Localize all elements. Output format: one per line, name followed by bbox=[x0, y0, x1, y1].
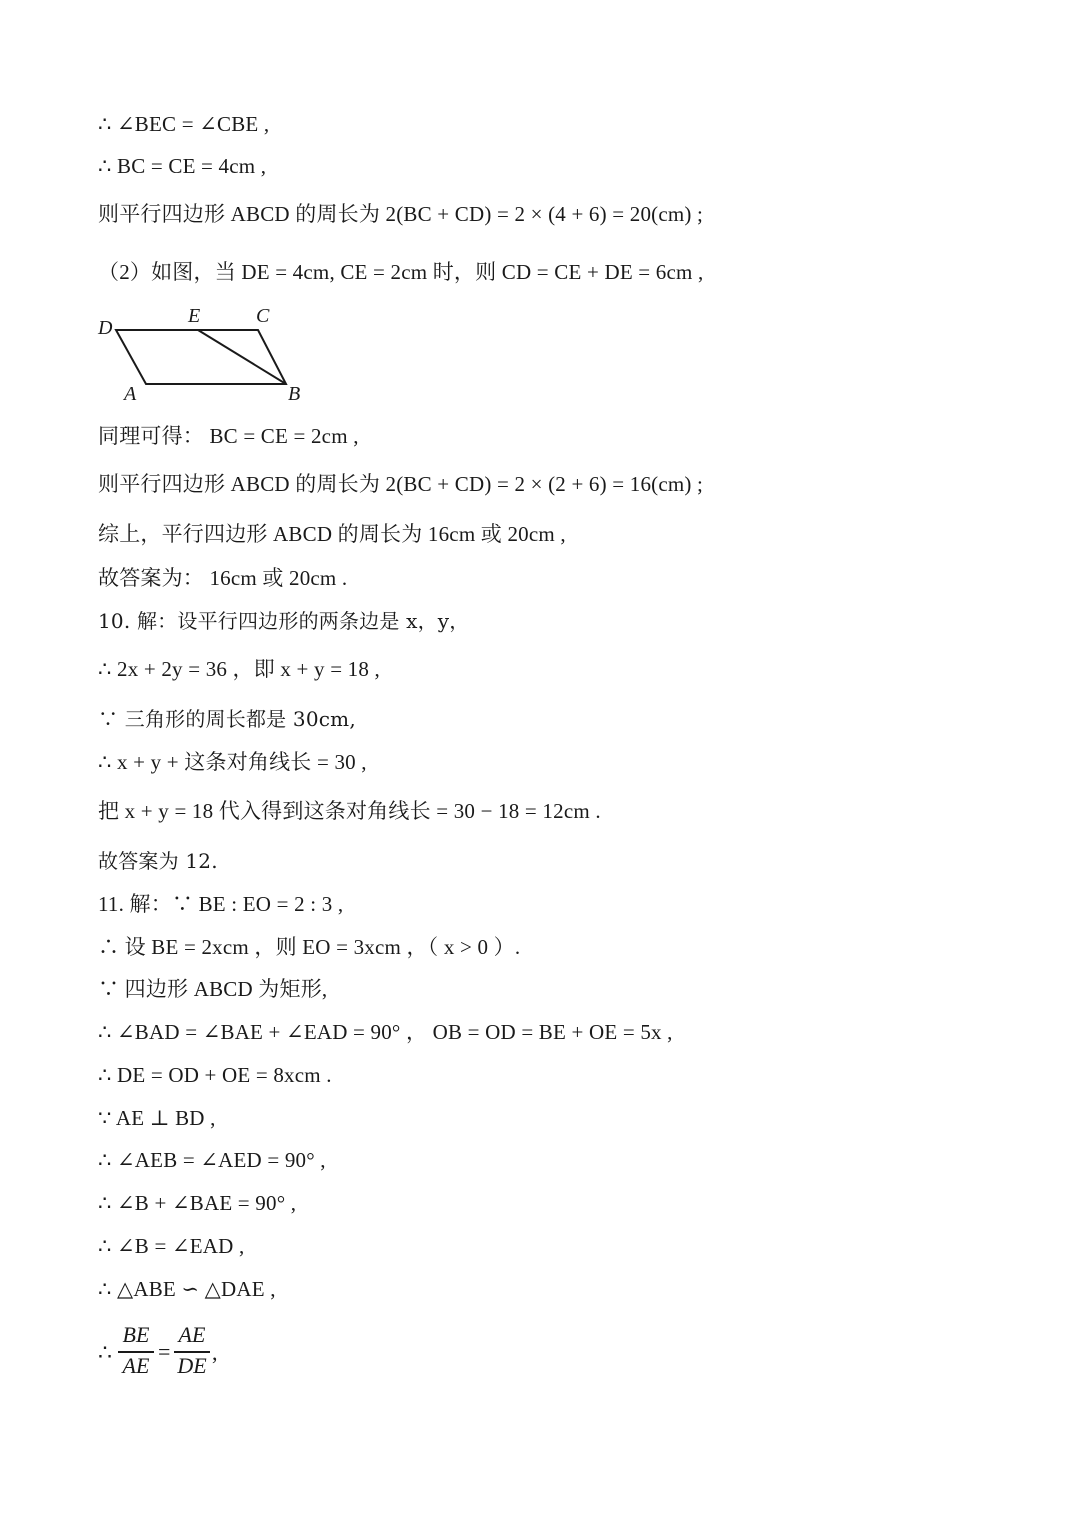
label-e: E bbox=[188, 305, 201, 327]
solution-line: ∵ 三角形的周长都是 30cm, bbox=[98, 707, 356, 731]
problem-11-heading: 11. 解：∵ BE : EO = 2 : 3 , bbox=[98, 892, 344, 916]
fraction-equation bbox=[98, 1322, 258, 1382]
fraction-left-denominator: AE bbox=[122, 1353, 150, 1378]
problem-10-heading: 10. 解：设平行四边形的两条边是 x，y， bbox=[98, 609, 470, 633]
parallelogram-figure bbox=[90, 300, 320, 410]
solution-line: （2）如图，当 DE = 4cm, CE = 2cm 时，则 CD = CE + DE = 6cm , bbox=[98, 260, 704, 284]
solution-line: ∴ 设 BE = 2xcm ，则 EO = 3xcm ，（ x > 0 ）. bbox=[98, 935, 521, 959]
therefore-symbol: ∴ bbox=[98, 1340, 112, 1365]
solution-line: ∴ DE = OD + OE = 8xcm . bbox=[98, 1063, 332, 1087]
label-c: C bbox=[256, 305, 270, 327]
solution-line: 综上，平行四边形 ABCD 的周长为 16cm 或 20cm , bbox=[98, 522, 566, 546]
solution-line: ∴ BC = CE = 4cm , bbox=[98, 154, 267, 178]
parallelogram-abcd bbox=[116, 330, 286, 384]
answer-line: 故答案为 12. bbox=[98, 849, 218, 873]
solution-line: ∵ 四边形 ABCD 为矩形, bbox=[98, 977, 328, 1001]
solution-line: 同理可得： BC = CE = 2cm , bbox=[98, 424, 359, 448]
trailing-comma: , bbox=[212, 1340, 218, 1365]
solution-line: ∴ x + y + 这条对角线长 = 30 , bbox=[98, 750, 367, 774]
solution-line: 把 x + y = 18 代入得到这条对角线长 = 30 − 18 = 12cm . bbox=[98, 799, 601, 823]
solution-line: ∴ ∠B = ∠EAD , bbox=[98, 1234, 245, 1258]
solution-line: 则平行四边形 ABCD 的周长为 2(BC + CD) = 2 × (2 + 6) = 16(cm) ; bbox=[98, 472, 704, 496]
solution-line: 故答案为： 16cm 或 20cm . bbox=[98, 566, 348, 590]
solution-line: ∴ 2x + 2y = 36 ，即 x + y = 18 , bbox=[98, 657, 380, 681]
equals-sign: = bbox=[158, 1339, 171, 1364]
solution-line: ∵ AE ⊥ BD , bbox=[98, 1106, 216, 1130]
label-a: A bbox=[124, 383, 137, 405]
fraction-right-numerator: AE bbox=[178, 1322, 206, 1347]
label-b: B bbox=[288, 383, 301, 405]
solution-line: ∴ △ABE ∽ △DAE , bbox=[98, 1277, 276, 1301]
label-d: D bbox=[98, 317, 113, 339]
solution-line: ∴ ∠B + ∠BAE = 90° , bbox=[98, 1191, 297, 1215]
fraction-right-denominator: DE bbox=[177, 1353, 207, 1378]
solution-line: ∴ ∠BAD = ∠BAE + ∠EAD = 90° ， OB = OD = BE + OE = 5x , bbox=[98, 1020, 673, 1044]
solution-line: ∴ ∠BEC = ∠CBE , bbox=[98, 112, 270, 136]
solution-line: 则平行四边形 ABCD 的周长为 2(BC + CD) = 2 × (4 + 6) = 20(cm) ; bbox=[98, 202, 704, 226]
solution-line: ∴ ∠AEB = ∠AED = 90° , bbox=[98, 1148, 326, 1172]
fraction-left-numerator: BE bbox=[122, 1322, 150, 1347]
